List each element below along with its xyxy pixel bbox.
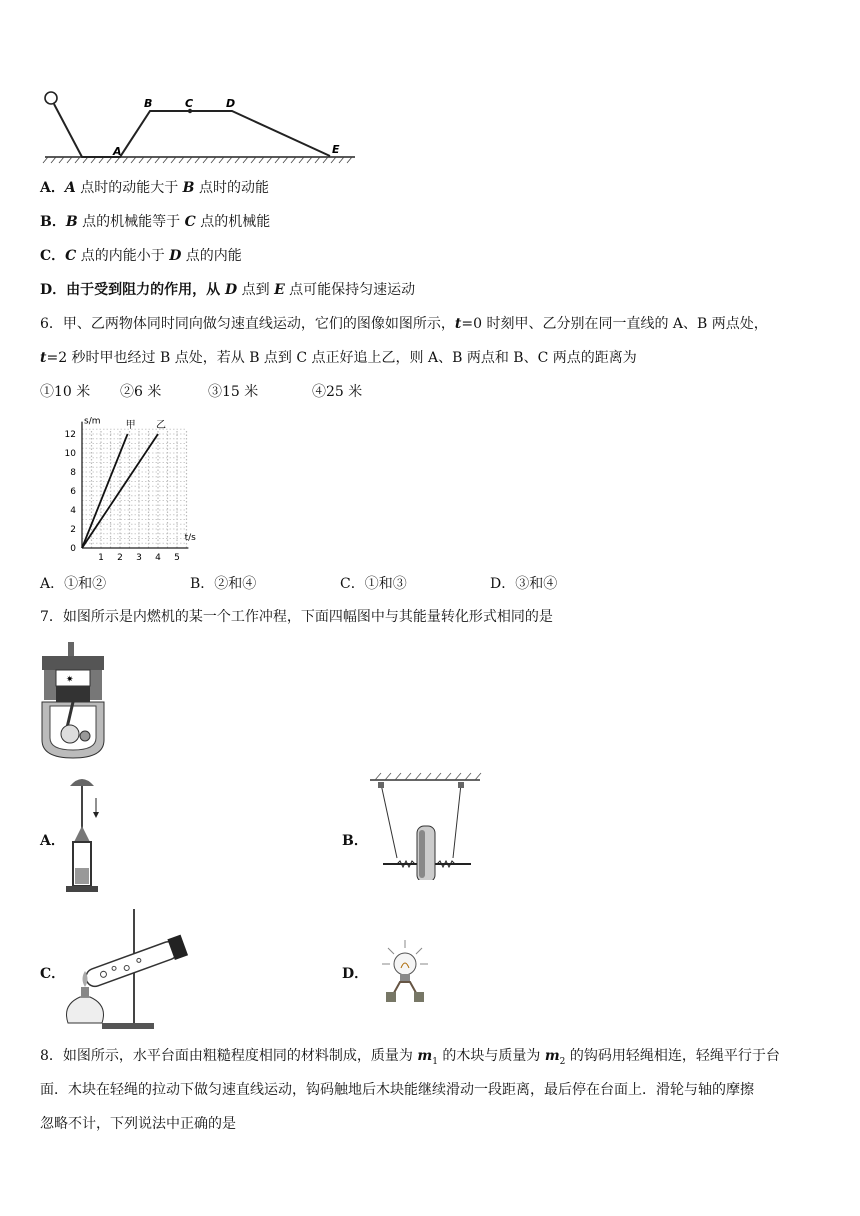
q7-option-d[interactable]: D． [342,966,369,982]
q6-stem-line2: t=2 秒时甲也经过 B 点处，若从 B 点到 C 点正好追上乙，则 A、B 两点和 B、C 两点的距离为 [40,350,637,366]
q7-option-a[interactable]: A． [40,833,65,849]
q7-stem: 7．如图所示是内燃机的某一个工作冲程，下面四幅图中与其能量转化形式相同的是 [40,609,553,625]
q5-option-c[interactable]: C．C 点的内能小于 D 点的内能 [40,248,242,264]
y-tick-label: 0 [70,544,76,554]
label-e: E [332,143,340,156]
q6-choice-1: ①10 米 [40,384,91,400]
label-d: D [226,97,236,110]
q8-stem-line1: 8．如图所示，水平台面由粗糙程度相同的材料制成，质量为 $m_1$ 的木块与质量为 $m_2$ 的钩码用轻绳相连，轻绳平行于台 [40,1048,780,1067]
y-axis-label: s/m [84,416,101,427]
q6-option-a[interactable]: A．①和② [40,576,107,592]
q7-option-c[interactable]: C． [40,966,66,982]
x-tick-label: 2 [117,553,123,563]
q8-stem-line2: 面．木块在轻绳的拉动下做匀速直线运动，钩码触地后木块能继续滑动一段距离，最后停在台面上．滑轮与轴的摩擦 [40,1082,754,1098]
svg-text:✷: ✷ [66,675,74,685]
piston-compress-icon [62,772,112,898]
y-tick-label: 10 [64,449,76,459]
rolling-wheel-icon [365,770,485,880]
x-tick-label: 1 [98,553,104,563]
label-b: B [144,97,153,110]
label-c: C [185,97,194,110]
engine-stroke-figure [38,640,108,765]
y-tick-label: 2 [70,525,76,535]
y-tick-label: 12 [64,430,76,440]
x-tick-label: 3 [136,553,142,563]
label-a: A [113,145,122,158]
y-tick-label: 6 [70,487,76,497]
x-tick-label: 4 [155,553,161,563]
st-chart [60,415,220,565]
q6-option-c[interactable]: C．①和③ [340,576,407,592]
y-tick-label: 8 [70,468,76,478]
q6-choice-3: ③15 米 [208,384,259,400]
q7-option-b[interactable]: B． [342,833,368,849]
x-axis-label: t/s [184,533,196,543]
q8-stem-line3: 忽略不计，下列说法中正确的是 [40,1116,236,1132]
series-label-2: 乙 [156,420,166,431]
q6-stem-line1: 6．甲、乙两物体同时同向做匀速直线运动，它们的图像如图所示，t=0 时刻甲、乙分别在同一直线的 A、B 两点处， [40,316,768,332]
q6-option-b[interactable]: B．②和④ [190,576,257,592]
series-label-1: 甲 [125,420,136,431]
q6-option-d[interactable]: D．③和④ [490,576,558,592]
q5-option-b[interactable]: B．B 点的机械能等于 C 点的机械能 [40,214,271,230]
light-bulb-icon [380,938,430,1006]
y-tick-label: 4 [70,506,76,516]
q6-choice-2: ②6 米 [120,384,162,400]
x-tick-label: 5 [174,553,180,563]
test-tube-heating-icon [62,905,202,1035]
q5-option-d[interactable]: D．由于受到阻力的作用，从 D 点到 E 点可能保持匀速运动 [40,282,416,298]
track-figure [40,85,360,165]
q6-choice-4: ④25 米 [312,384,363,400]
q5-option-a[interactable]: A．A 点时的动能大于 B 点时的动能 [40,180,269,196]
